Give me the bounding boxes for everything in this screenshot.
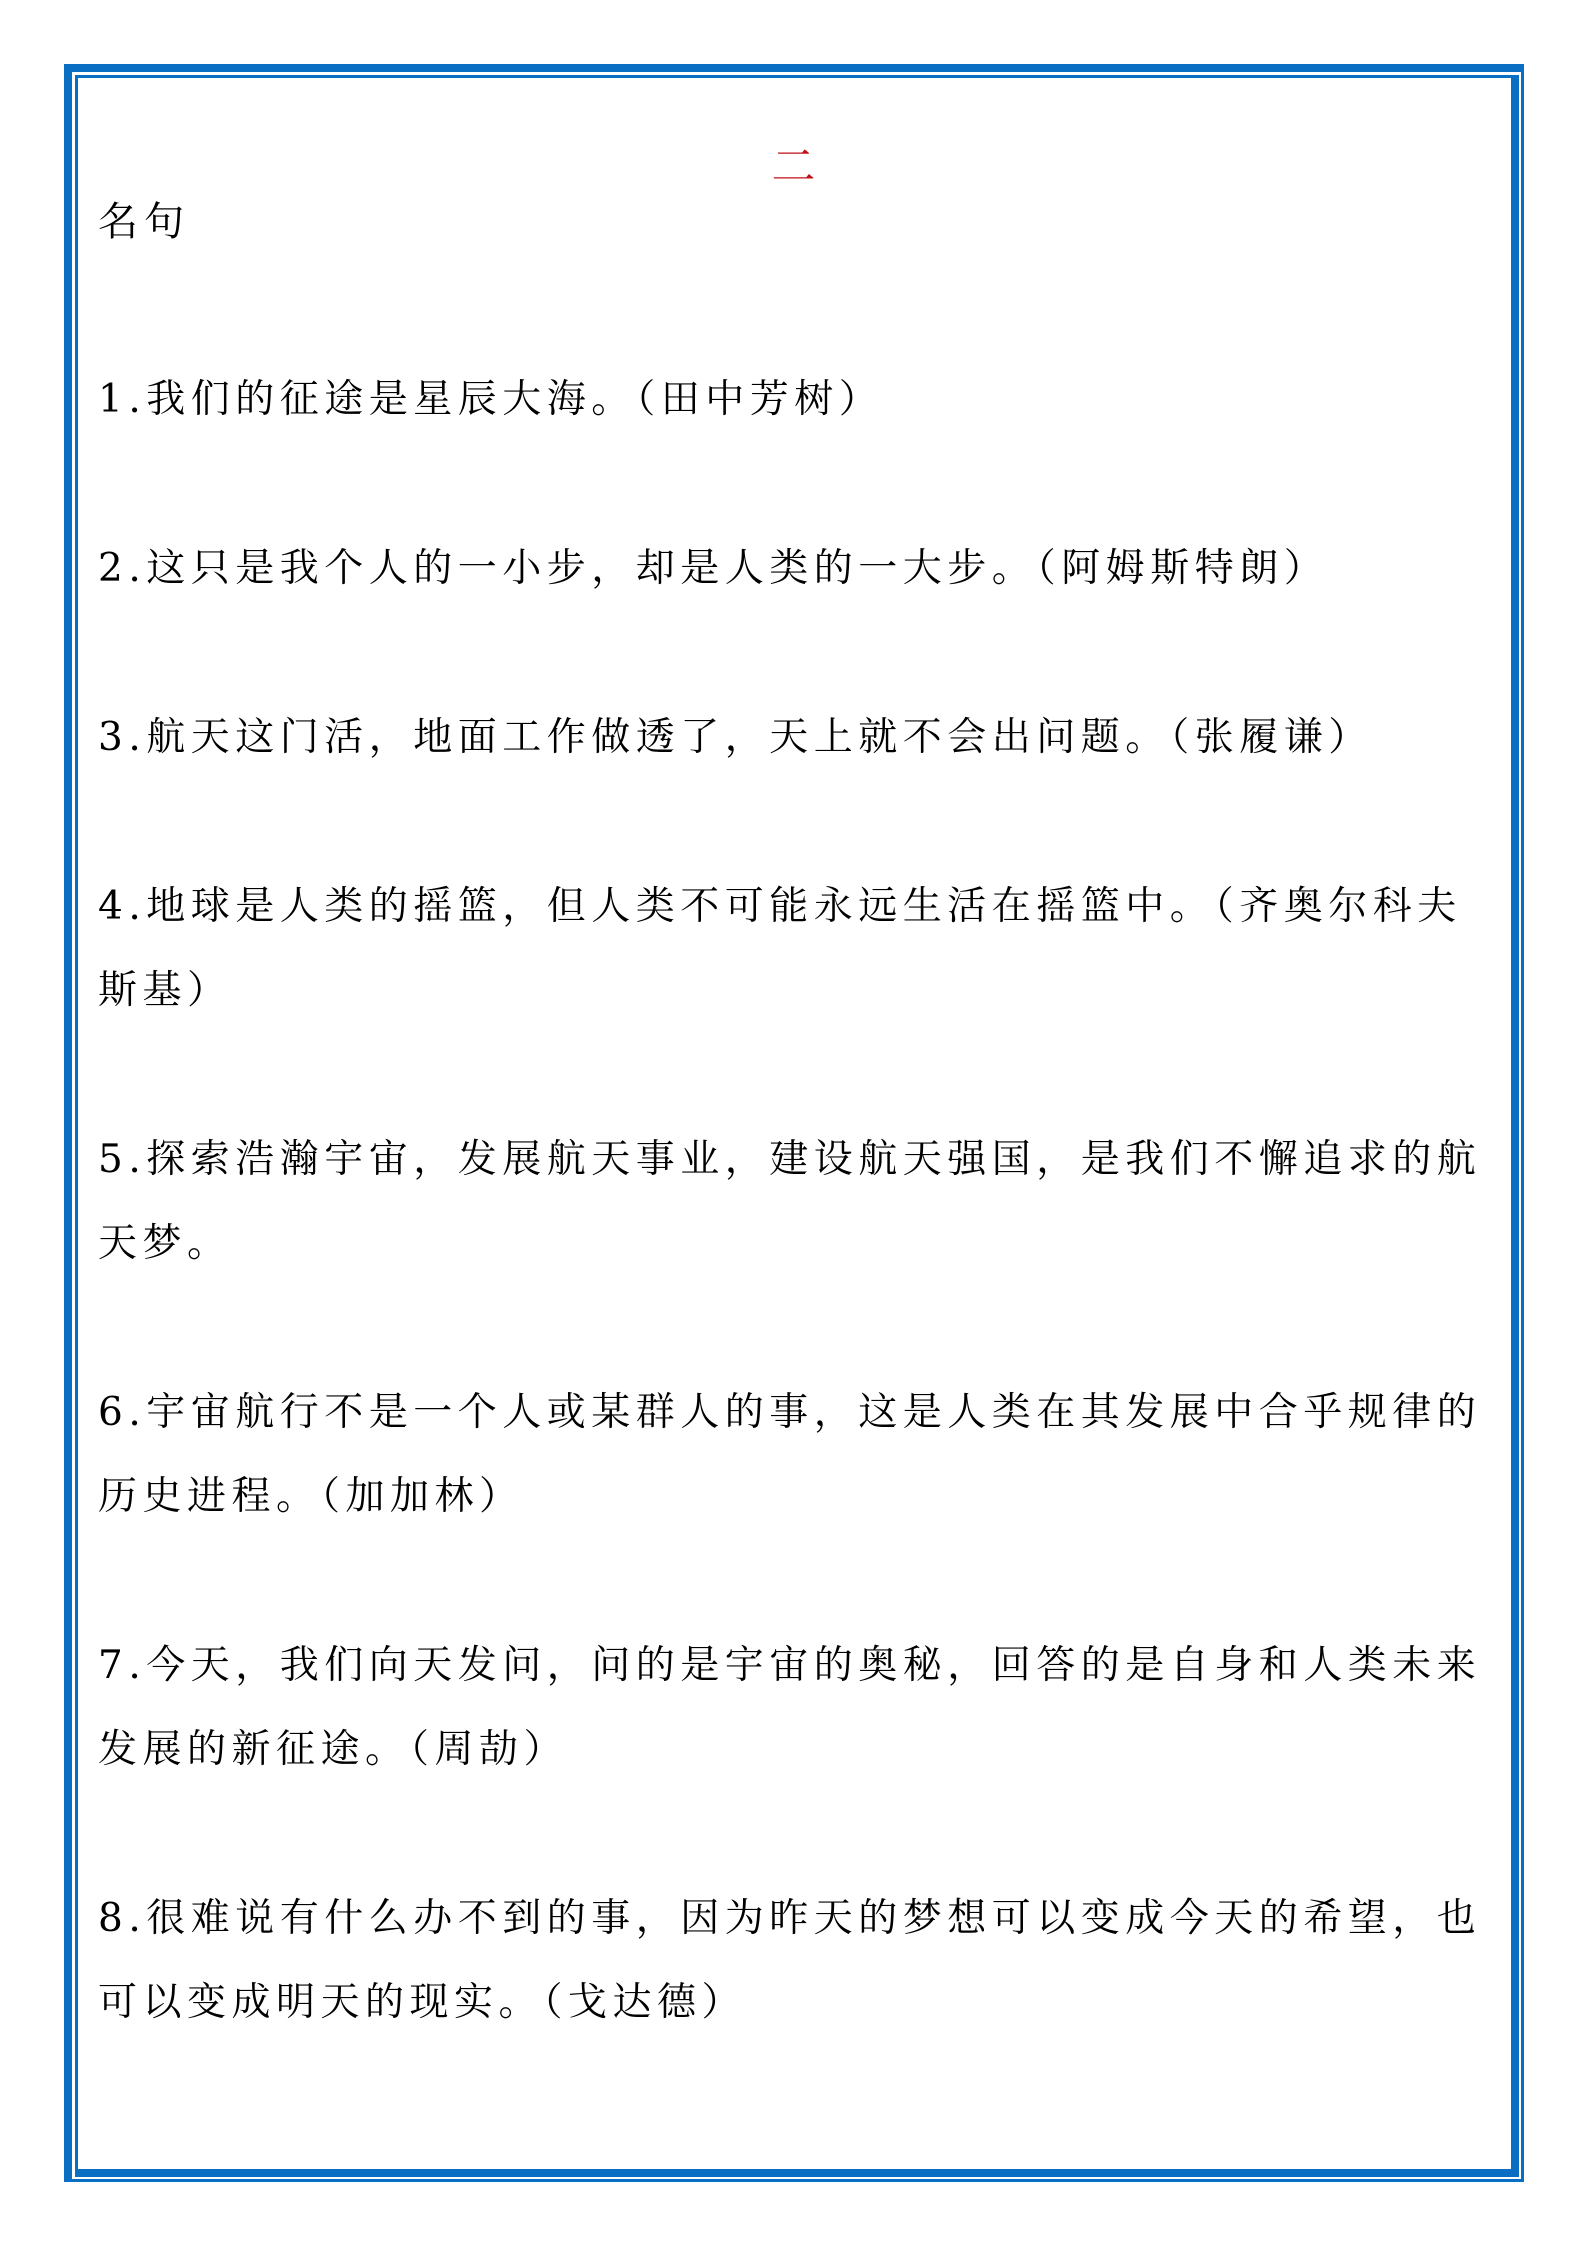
- page-title: 二: [771, 141, 816, 193]
- quote-item: 1.我们的征途是星辰大海。（田中芳树）: [98, 377, 884, 422]
- quote-list: [98, 358, 1493, 2130]
- quote-item: 4.地球是人类的摇篮，但人类不可能永远生活在摇篮中。（齐奥尔科夫斯基）: [98, 884, 1462, 1013]
- quote-item: 5.探索浩瀚宇宙，发展航天事业，建设航天强国，是我们不懈追求的航天梦。: [98, 1137, 1482, 1266]
- section-heading: 名句: [98, 199, 190, 245]
- quote-item: 8.很难说有什么办不到的事，因为昨天的梦想可以变成今天的希望，也可以变成明天的现实。（戈达德）: [98, 1896, 1482, 2025]
- quote-item: 2.这只是我个人的一小步，却是人类的一大步。（阿姆斯特朗）: [98, 546, 1329, 591]
- quote-item: 6.宇宙航行不是一个人或某群人的事，这是人类在其发展中合乎规律的历史进程。（加加林）: [98, 1390, 1482, 1519]
- quote-item: 3.航天这门活，地面工作做透了，天上就不会出问题。（张履谦）: [98, 715, 1373, 760]
- quote-item: 7.今天，我们向天发问，问的是宇宙的奥秘，回答的是自身和人类未来发展的新征途。（周劼）: [98, 1643, 1482, 1772]
